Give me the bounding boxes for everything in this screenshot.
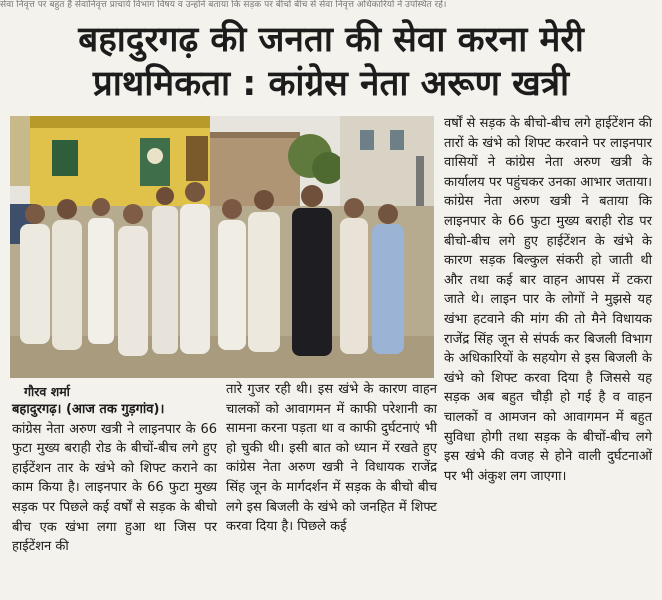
column-3-text: वर्षों से सड़क के बीचो-बीच लगे हाईटेंशन की तारों के खंभे को शिफ्ट करवाने पर लाइनपार वासियों ने कांग्रेस नेता अरुण खत्री के कार्यालय पर पहुंचकर उनका आभार जताया। कांग्रेस नेता अरुण खत्री ने बताया कि लाइनपार के 66 फुटा मुख्य बराही रोड पर बीचो-बीच लगे हुए हाईटेंशन के खंभे के कारण सड़क बिल्कुल संकरी हो जाती थी और तथा कई बार वाहन आपस में टकरा जाते थे। लाइन पार के लोगों ने मुझसे यह खंभा हटवाने की मांग की तो मैने विधायक राजेंद्र सिंह जून से संपर्क कर बिजली विभाग के अधिकारियों के सहयोग से इस बिजली के खंभे को शिफ्ट करवा दिया है जिससे यह सड़क अब बहुत चौड़ी हो गई है व वाहन चालकों व आमजन को आवागमन में बहुत सुविधा होगी तथा सड़क के बीचों-बीच लगे इस खंभे की वजह से होने वाली दुर्घटनाओं पर भी अंकुश लग जाएगा।: [444, 116, 652, 484]
headline: [6, 18, 656, 106]
headline-line-2: प्राथमिकता : कांग्रेस नेता अरूण खत्री: [92, 64, 570, 104]
top-strip-text: सेवा निवृत्त पर बहुत हैं सेवानिवृत्त प्राचार्य विभाग विषय व उन्होंने बताया कि सड़क पर बीचों बीच से सेवा निवृत्त अधिकारियों ने उपस्थित रहे।: [0, 0, 447, 10]
dateline: बहादुरगढ़। (आज तक गुड़गांव)।: [12, 402, 165, 417]
article-column-1: [12, 400, 217, 557]
group-photo-illustration: [10, 116, 434, 378]
byline: गौरव शर्मा: [24, 384, 70, 399]
column-2-text: तारे गुजर रही थी। इस खंभे के कारण वाहन चालकों को आवागमन में काफी परेशानी का सामना करना पड़ता था व काफी दुर्घटनाएं भी हो चुकी थी। इसी बात को ध्यान में रखते हुए कांग्रेस नेता अरुण खत्री ने विधायक राजेंद्र सिंह जून के मार्गदर्शन में सड़क के बीचो बीच लगे इस बिजली के खंभे को जनहित में शिफ्ट करवा दिया है। पिछले कई: [226, 382, 437, 535]
headline-line-1: बहादुरगढ़ की जनता की सेवा करना मेरी: [78, 20, 584, 60]
article-column-3: [444, 114, 652, 486]
column-1-text: कांग्रेस नेता अरुण खत्री ने लाइनपार के 66 फुटा मुख्य बराही रोड के बीचों-बीच लगे हुए हाईटेंशन तार के खंभे को शिफ्ट कराने का काम किया है। लाइनपार के 66 फुटा मुख्य सड़क पर पिछले कई वर्षों से सड़क के बीचो बीच एक खंभा लगा हुआ था जिस पर हाईटेंशन की: [12, 421, 217, 555]
news-photo: [10, 116, 434, 378]
article-column-2: [226, 380, 437, 537]
